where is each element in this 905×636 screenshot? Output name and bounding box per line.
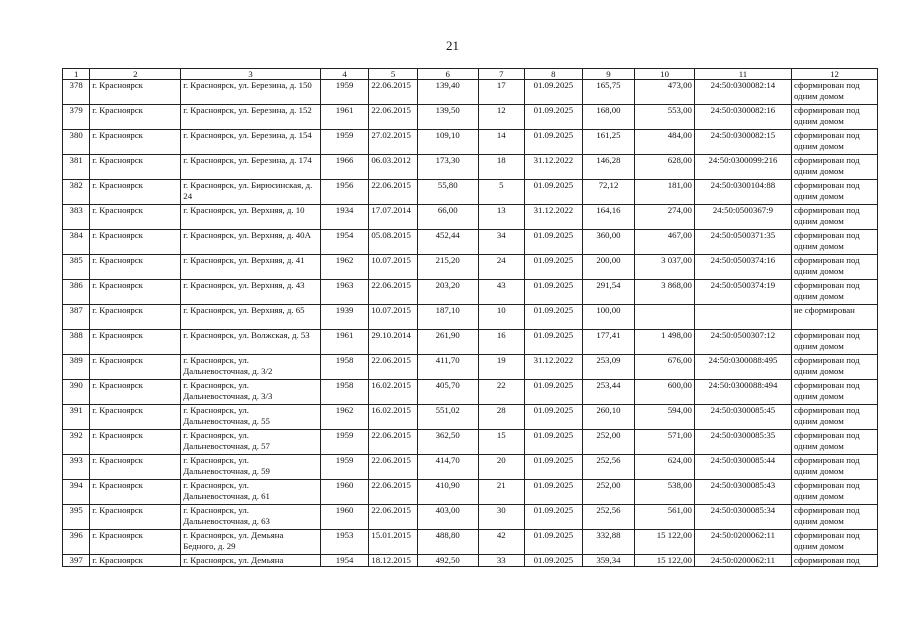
table-row (63, 80, 878, 105)
cell-deadline: 31.12.2022 (525, 355, 583, 380)
cell-build-year: 1959 (320, 455, 369, 480)
cell-land-status: сформирован под одним домом (791, 530, 877, 555)
cell-address: г. Красноярск, ул. Дальневосточная, д. 59 (181, 455, 321, 480)
cell-value-10: 594,00 (635, 405, 695, 430)
cell-land-status: сформирован под одним домом (791, 330, 877, 355)
cell-cadastral-number: 24:50:0300099:216 (694, 155, 791, 180)
cell-land-status: сформирован под одним домом (791, 180, 877, 205)
cell-cadastral-number: 24:50:0300088:494 (694, 380, 791, 405)
cell-cadastral-number: 24:50:0300082:15 (694, 130, 791, 155)
cell-value-10: 3 037,00 (635, 255, 695, 280)
cell-build-year: 1954 (320, 230, 369, 255)
cell-residents: 5 (478, 180, 525, 205)
cell-date: 22.06.2015 (369, 430, 418, 455)
cell-deadline: 01.09.2025 (525, 555, 583, 567)
cell-value-9: 252,56 (582, 455, 635, 480)
cell-settlement: г. Красноярск (90, 355, 181, 380)
cell-row-number: 387 (63, 305, 90, 330)
cell-row-number: 393 (63, 455, 90, 480)
cell-build-year: 1962 (320, 255, 369, 280)
cell-date: 22.06.2015 (369, 105, 418, 130)
cell-build-year: 1959 (320, 130, 369, 155)
column-header-5: 5 (369, 69, 418, 80)
cell-row-number: 395 (63, 505, 90, 530)
cell-area: 452,44 (417, 230, 478, 255)
table-body (63, 80, 878, 567)
cell-value-10: 3 868,00 (635, 280, 695, 305)
cell-land-status: сформирован под одним домом (791, 255, 877, 280)
cell-land-status: сформирован под одним домом (791, 130, 877, 155)
cell-residents: 12 (478, 105, 525, 130)
cell-deadline: 01.09.2025 (525, 380, 583, 405)
cell-deadline: 01.09.2025 (525, 455, 583, 480)
cell-value-9: 360,00 (582, 230, 635, 255)
cell-build-year: 1959 (320, 430, 369, 455)
cell-row-number: 397 (63, 555, 90, 567)
table-row (63, 180, 878, 205)
cell-value-9: 146,28 (582, 155, 635, 180)
cell-address: г. Красноярск, ул. Верхняя, д. 41 (181, 255, 321, 280)
cell-deadline: 01.09.2025 (525, 530, 583, 555)
cell-row-number: 389 (63, 355, 90, 380)
cell-value-9: 253,09 (582, 355, 635, 380)
column-header-8: 8 (525, 69, 583, 80)
cell-value-10: 467,00 (635, 230, 695, 255)
cell-deadline: 01.09.2025 (525, 230, 583, 255)
cell-build-year: 1961 (320, 105, 369, 130)
cell-area: 261,90 (417, 330, 478, 355)
cell-build-year: 1934 (320, 205, 369, 230)
column-header-11: 11 (694, 69, 791, 80)
cell-date: 16.02.2015 (369, 405, 418, 430)
cell-value-10: 473,00 (635, 80, 695, 105)
cell-row-number: 382 (63, 180, 90, 205)
cell-address: г. Красноярск, ул. Дальневосточная, д. 3/3 (181, 380, 321, 405)
cell-deadline: 01.09.2025 (525, 130, 583, 155)
column-header-2: 2 (90, 69, 181, 80)
cell-deadline: 31.12.2022 (525, 205, 583, 230)
cell-deadline: 01.09.2025 (525, 330, 583, 355)
cell-build-year: 1960 (320, 505, 369, 530)
cell-area: 187,10 (417, 305, 478, 330)
cell-cadastral-number (694, 305, 791, 330)
cell-area: 215,20 (417, 255, 478, 280)
cell-residents: 24 (478, 255, 525, 280)
header-row (63, 69, 878, 80)
cell-land-status: сформирован под одним домом (791, 230, 877, 255)
cell-build-year: 1963 (320, 280, 369, 305)
cell-value-10: 676,00 (635, 355, 695, 380)
cell-build-year: 1958 (320, 380, 369, 405)
cell-settlement: г. Красноярск (90, 555, 181, 567)
cell-address: г. Красноярск, ул. Дальневосточная, д. 63 (181, 505, 321, 530)
cell-address: г. Красноярск, ул. Верхняя, д. 10 (181, 205, 321, 230)
cell-cadastral-number: 24:50:0300085:43 (694, 480, 791, 505)
table-row (63, 455, 878, 480)
cell-value-10: 1 498,00 (635, 330, 695, 355)
cell-settlement: г. Красноярск (90, 480, 181, 505)
table-row (63, 305, 878, 330)
cell-area: 411,70 (417, 355, 478, 380)
cell-deadline: 01.09.2025 (525, 105, 583, 130)
cell-address: г. Красноярск, ул. Дальневосточная, д. 3/2 (181, 355, 321, 380)
cell-deadline: 01.09.2025 (525, 255, 583, 280)
table-row (63, 330, 878, 355)
cell-date: 10.07.2015 (369, 255, 418, 280)
cell-build-year: 1956 (320, 180, 369, 205)
cell-residents: 14 (478, 130, 525, 155)
cell-settlement: г. Красноярск (90, 230, 181, 255)
cell-cadastral-number: 24:50:0300082:14 (694, 80, 791, 105)
column-header-9: 9 (582, 69, 635, 80)
cell-residents: 21 (478, 480, 525, 505)
cell-residents: 20 (478, 455, 525, 480)
cell-area: 362,50 (417, 430, 478, 455)
registry-table (62, 68, 878, 567)
cell-cadastral-number: 24:50:0500367:9 (694, 205, 791, 230)
cell-cadastral-number: 24:50:0300088:495 (694, 355, 791, 380)
cell-settlement: г. Красноярск (90, 80, 181, 105)
column-header-7: 7 (478, 69, 525, 80)
cell-settlement: г. Красноярск (90, 305, 181, 330)
cell-area: 55,80 (417, 180, 478, 205)
cell-area: 203,20 (417, 280, 478, 305)
table-row (63, 380, 878, 405)
cell-value-10: 181,00 (635, 180, 695, 205)
cell-deadline: 01.09.2025 (525, 305, 583, 330)
table-row (63, 130, 878, 155)
cell-residents: 17 (478, 80, 525, 105)
cell-row-number: 390 (63, 380, 90, 405)
cell-area: 139,40 (417, 80, 478, 105)
cell-row-number: 388 (63, 330, 90, 355)
cell-value-9: 252,00 (582, 430, 635, 455)
cell-address: г. Красноярск, ул. Березина, д. 174 (181, 155, 321, 180)
table-row (63, 430, 878, 455)
cell-date: 22.06.2015 (369, 480, 418, 505)
cell-date: 22.06.2015 (369, 280, 418, 305)
table-header (63, 69, 878, 80)
cell-land-status: сформирован под одним домом (791, 505, 877, 530)
cell-build-year: 1961 (320, 330, 369, 355)
cell-area: 405,70 (417, 380, 478, 405)
cell-settlement: г. Красноярск (90, 330, 181, 355)
cell-value-9: 252,00 (582, 480, 635, 505)
cell-value-10: 628,00 (635, 155, 695, 180)
cell-date: 29.10.2014 (369, 330, 418, 355)
cell-land-status: сформирован под одним домом (791, 80, 877, 105)
cell-cadastral-number: 24:50:0500307:12 (694, 330, 791, 355)
cell-value-10: 274,00 (635, 205, 695, 230)
table-row (63, 280, 878, 305)
column-header-1: 1 (63, 69, 90, 80)
cell-deadline: 01.09.2025 (525, 480, 583, 505)
cell-address: г. Красноярск, ул. Верхняя, д. 43 (181, 280, 321, 305)
cell-build-year: 1939 (320, 305, 369, 330)
cell-date: 16.02.2015 (369, 380, 418, 405)
cell-value-9: 252,56 (582, 505, 635, 530)
cell-land-status: сформирован под одним домом (791, 405, 877, 430)
cell-cadastral-number: 24:50:0500374:16 (694, 255, 791, 280)
cell-settlement: г. Красноярск (90, 280, 181, 305)
cell-value-9: 291,54 (582, 280, 635, 305)
cell-value-9: 72,12 (582, 180, 635, 205)
cell-deadline: 01.09.2025 (525, 505, 583, 530)
cell-value-10: 15 122,00 (635, 530, 695, 555)
cell-land-status: сформирован под (791, 555, 877, 567)
cell-area: 414,70 (417, 455, 478, 480)
cell-residents: 28 (478, 405, 525, 430)
cell-row-number: 379 (63, 105, 90, 130)
cell-cadastral-number: 24:50:0500371:35 (694, 230, 791, 255)
cell-value-10: 561,00 (635, 505, 695, 530)
cell-date: 18.12.2015 (369, 555, 418, 567)
cell-cadastral-number: 24:50:0300082:16 (694, 105, 791, 130)
cell-land-status: сформирован под одним домом (791, 280, 877, 305)
cell-value-10: 484,00 (635, 130, 695, 155)
cell-residents: 34 (478, 230, 525, 255)
cell-build-year: 1954 (320, 555, 369, 567)
cell-date: 05.08.2015 (369, 230, 418, 255)
cell-date: 06.03.2012 (369, 155, 418, 180)
cell-address: г. Красноярск, ул. Верхняя, д. 40А (181, 230, 321, 255)
cell-settlement: г. Красноярск (90, 430, 181, 455)
cell-date: 22.06.2015 (369, 455, 418, 480)
table-row (63, 230, 878, 255)
cell-address: г. Красноярск, ул. Демьяна Бедного, д. 29 (181, 530, 321, 555)
cell-residents: 15 (478, 430, 525, 455)
cell-date: 22.06.2015 (369, 80, 418, 105)
cell-row-number: 385 (63, 255, 90, 280)
cell-address: г. Красноярск, ул. Волжская, д. 53 (181, 330, 321, 355)
column-header-3: 3 (181, 69, 321, 80)
column-header-4: 4 (320, 69, 369, 80)
cell-cadastral-number: 24:50:0300104:88 (694, 180, 791, 205)
cell-date: 10.07.2015 (369, 305, 418, 330)
cell-area: 66,00 (417, 205, 478, 230)
cell-date: 22.06.2015 (369, 505, 418, 530)
cell-settlement: г. Красноярск (90, 105, 181, 130)
cell-land-status: сформирован под одним домом (791, 455, 877, 480)
table-row (63, 355, 878, 380)
cell-cadastral-number: 24:50:0300085:34 (694, 505, 791, 530)
cell-value-9: 332,88 (582, 530, 635, 555)
cell-row-number: 380 (63, 130, 90, 155)
cell-land-status: сформирован под одним домом (791, 430, 877, 455)
cell-address: г. Красноярск, ул. Березина, д. 154 (181, 130, 321, 155)
cell-value-10: 600,00 (635, 380, 695, 405)
cell-settlement: г. Красноярск (90, 455, 181, 480)
cell-address: г. Красноярск, ул. Верхняя, д. 65 (181, 305, 321, 330)
cell-area: 410,90 (417, 480, 478, 505)
cell-value-9: 177,41 (582, 330, 635, 355)
cell-value-9: 161,25 (582, 130, 635, 155)
cell-deadline: 01.09.2025 (525, 180, 583, 205)
table-row (63, 530, 878, 555)
cell-date: 27.02.2015 (369, 130, 418, 155)
cell-address: г. Красноярск, ул. Дальневосточная, д. 55 (181, 405, 321, 430)
cell-deadline: 01.09.2025 (525, 280, 583, 305)
cell-value-9: 100,00 (582, 305, 635, 330)
cell-build-year: 1953 (320, 530, 369, 555)
cell-area: 173,30 (417, 155, 478, 180)
cell-row-number: 386 (63, 280, 90, 305)
cell-row-number: 392 (63, 430, 90, 455)
cell-settlement: г. Красноярск (90, 205, 181, 230)
cell-value-9: 253,44 (582, 380, 635, 405)
cell-value-10: 15 122,00 (635, 555, 695, 567)
cell-settlement: г. Красноярск (90, 255, 181, 280)
cell-address: г. Красноярск, ул. Бирюсинская, д. 24 (181, 180, 321, 205)
cell-date: 15.01.2015 (369, 530, 418, 555)
cell-deadline: 01.09.2025 (525, 430, 583, 455)
cell-value-9: 168,00 (582, 105, 635, 130)
cell-build-year: 1960 (320, 480, 369, 505)
table-row (63, 105, 878, 130)
cell-value-9: 359,34 (582, 555, 635, 567)
cell-residents: 43 (478, 280, 525, 305)
cell-value-10: 538,00 (635, 480, 695, 505)
table-row (63, 405, 878, 430)
cell-value-9: 164,16 (582, 205, 635, 230)
cell-date: 22.06.2015 (369, 355, 418, 380)
cell-land-status: сформирован под одним домом (791, 155, 877, 180)
table-row (63, 255, 878, 280)
table-row (63, 505, 878, 530)
cell-area: 403,00 (417, 505, 478, 530)
cell-area: 139,50 (417, 105, 478, 130)
table-row (63, 480, 878, 505)
page-number: 21 (446, 38, 459, 53)
cell-area: 488,80 (417, 530, 478, 555)
cell-residents: 13 (478, 205, 525, 230)
table-row (63, 555, 878, 567)
cell-build-year: 1959 (320, 80, 369, 105)
cell-residents: 18 (478, 155, 525, 180)
cell-date: 17.07.2014 (369, 205, 418, 230)
cell-settlement: г. Красноярск (90, 180, 181, 205)
cell-land-status: сформирован под одним домом (791, 380, 877, 405)
cell-date: 22.06.2015 (369, 180, 418, 205)
cell-build-year: 1966 (320, 155, 369, 180)
cell-build-year: 1962 (320, 405, 369, 430)
cell-settlement: г. Красноярск (90, 505, 181, 530)
cell-row-number: 384 (63, 230, 90, 255)
cell-land-status: сформирован под одним домом (791, 480, 877, 505)
cell-value-9: 200,00 (582, 255, 635, 280)
cell-row-number: 378 (63, 80, 90, 105)
cell-land-status: сформирован под одним домом (791, 205, 877, 230)
cell-settlement: г. Красноярск (90, 130, 181, 155)
cell-cadastral-number: 24:50:0200062:11 (694, 530, 791, 555)
cell-settlement: г. Красноярск (90, 530, 181, 555)
column-header-6: 6 (417, 69, 478, 80)
cell-address: г. Красноярск, ул. Березина, д. 150 (181, 80, 321, 105)
cell-address: г. Красноярск, ул. Дальневосточная, д. 61 (181, 480, 321, 505)
cell-cadastral-number: 24:50:0300085:44 (694, 455, 791, 480)
cell-residents: 10 (478, 305, 525, 330)
column-header-12: 12 (791, 69, 877, 80)
cell-land-status: сформирован под одним домом (791, 355, 877, 380)
cell-address: г. Красноярск, ул. Дальневосточная, д. 57 (181, 430, 321, 455)
cell-row-number: 383 (63, 205, 90, 230)
cell-residents: 16 (478, 330, 525, 355)
cell-settlement: г. Красноярск (90, 155, 181, 180)
cell-area: 492,50 (417, 555, 478, 567)
cell-value-10 (635, 305, 695, 330)
table-row (63, 155, 878, 180)
cell-deadline: 31.12.2022 (525, 155, 583, 180)
cell-area: 551,02 (417, 405, 478, 430)
cell-land-status: не сформирован (791, 305, 877, 330)
cell-row-number: 391 (63, 405, 90, 430)
cell-build-year: 1958 (320, 355, 369, 380)
cell-address: г. Красноярск, ул. Березина, д. 152 (181, 105, 321, 130)
cell-residents: 30 (478, 505, 525, 530)
cell-value-9: 165,75 (582, 80, 635, 105)
table-row (63, 205, 878, 230)
cell-value-10: 624,00 (635, 455, 695, 480)
cell-row-number: 396 (63, 530, 90, 555)
cell-row-number: 381 (63, 155, 90, 180)
cell-residents: 19 (478, 355, 525, 380)
cell-residents: 33 (478, 555, 525, 567)
cell-residents: 22 (478, 380, 525, 405)
cell-area: 109,10 (417, 130, 478, 155)
cell-value-9: 260,10 (582, 405, 635, 430)
cell-cadastral-number: 24:50:0300085:45 (694, 405, 791, 430)
cell-deadline: 01.09.2025 (525, 405, 583, 430)
cell-row-number: 394 (63, 480, 90, 505)
cell-cadastral-number: 24:50:0300085:35 (694, 430, 791, 455)
cell-settlement: г. Красноярск (90, 380, 181, 405)
cell-value-10: 571,00 (635, 430, 695, 455)
cell-deadline: 01.09.2025 (525, 80, 583, 105)
cell-cadastral-number: 24:50:0200062:11 (694, 555, 791, 567)
cell-residents: 42 (478, 530, 525, 555)
column-header-10: 10 (635, 69, 695, 80)
cell-cadastral-number: 24:50:0500374:19 (694, 280, 791, 305)
cell-land-status: сформирован под одним домом (791, 105, 877, 130)
cell-settlement: г. Красноярск (90, 405, 181, 430)
cell-address: г. Красноярск, ул. Демьяна (181, 555, 321, 567)
cell-value-10: 553,00 (635, 105, 695, 130)
